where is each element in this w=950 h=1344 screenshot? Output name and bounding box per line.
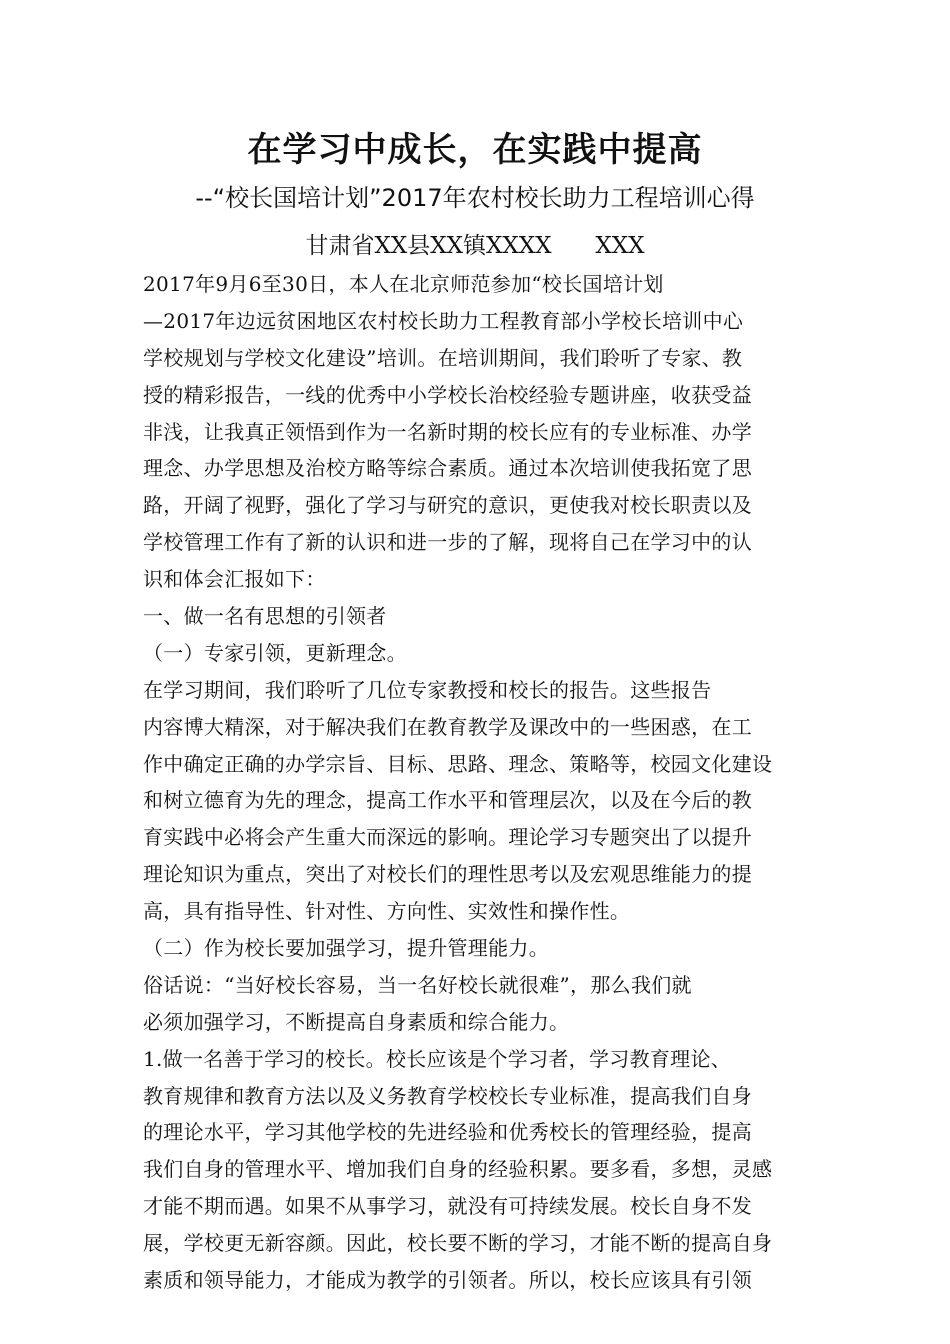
paragraph-line: 的理论水平，学习其他学校的先进经验和优秀校长的管理经验，提高	[143, 1120, 752, 1145]
paragraph-line: 素质和领导能力，才能成为教学的引领者。所以，校长应该具有引领	[143, 1268, 752, 1293]
paragraph-line: 非浅，让我真正领悟到作为一名新时期的校长应有的专业标准、办学	[143, 419, 752, 444]
paragraph-line: 学校管理工作有了新的认识和进一步的了解，现将自己在学习中的认	[143, 530, 752, 555]
paragraph-line: 学校规划与学校文化建设”培训。在培训期间，我们聆听了专家、教	[143, 345, 743, 370]
paragraph-line: 教育规律和教育方法以及义务教育学校校长专业标准，提高我们自身	[143, 1083, 752, 1108]
paragraph-line: 高，具有指导性、针对性、方向性、实效性和操作性。	[143, 899, 631, 924]
paragraph-line: 展，学校更无新容颜。因此，校长要不断的学习，才能不断的提高自身	[143, 1231, 773, 1256]
paragraph-line: 在学习期间，我们聆听了几位专家教授和校长的报告。这些报告	[143, 677, 712, 702]
subsection-heading: （二）作为校长要加强学习，提升管理能力。	[143, 936, 549, 961]
paragraph-line: —2017年边远贫困地区农村校长助力工程教育部小学校长培训中心	[143, 308, 744, 333]
subsection-heading: （一）专家引领，更新理念。	[143, 640, 407, 665]
body-text	[143, 266, 823, 1299]
paragraph-line: 必须加强学习，不断提高自身素质和综合能力。	[143, 1009, 570, 1034]
paragraph-line: 我们自身的管理水平、增加我们自身的经验积累。要多看，多想，灵感	[143, 1157, 773, 1182]
paragraph-line: 理论知识为重点，突出了对校长们的理性思考以及宏观思维能力的提	[143, 862, 752, 887]
document-title: 在学习中成长，在实践中提高	[247, 130, 703, 170]
paragraph-line: 2017年9月6至30日，本人在北京师范参加“校长国培计划	[143, 272, 664, 296]
author-line: 甘肃省XX县XX镇XXXX XXX	[305, 233, 645, 259]
paragraph-line: 理念、办学思想及治校方略等综合素质。通过本次培训使我拓宽了思	[143, 456, 752, 481]
paragraph-line: 才能不期而遇。如果不从事学习，就没有可持续发展。校长自身不发	[143, 1194, 752, 1219]
paragraph-line: 1.做一名善于学习的校长。校长应该是个学习者，学习教育理论、	[143, 1046, 732, 1071]
paragraph-line: 作中确定正确的办学宗旨、目标、思路、理念、策略等，校园文化建设	[143, 751, 773, 776]
document-subtitle: --“校长国培计划”2017年农村校长助力工程培训心得	[195, 184, 755, 212]
section-heading: 一、做一名有思想的引领者	[143, 604, 387, 629]
paragraph-line: 路，开阔了视野，强化了学习与研究的意识，更使我对校长职责以及	[143, 493, 752, 518]
paragraph-line: 内容博大精深，对于解决我们在教育教学及课改中的一些困惑，在工	[143, 714, 752, 739]
paragraph-line: 识和体会汇报如下：	[143, 567, 326, 592]
paragraph-line: 授的精彩报告，一线的优秀中小学校长治校经验专题讲座，收获受益	[143, 382, 752, 407]
paragraph-line: 育实践中必将会产生重大而深远的影响。理论学习专题突出了以提升	[143, 825, 752, 850]
paragraph-line: 和树立德育为先的理念，提高工作水平和管理层次，以及在今后的教	[143, 788, 752, 813]
paragraph-line: 俗话说：“当好校长容易，当一名好校长就很难”，那么我们就	[143, 972, 692, 997]
